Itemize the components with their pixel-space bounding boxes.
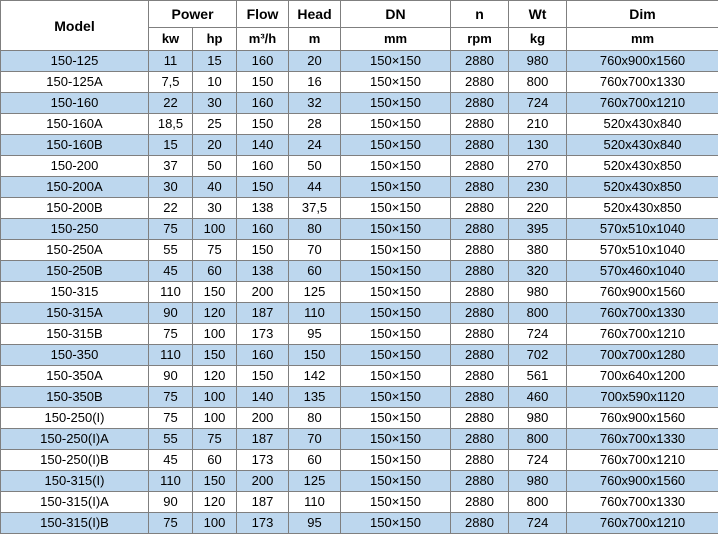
cell-flow: 200: [237, 408, 289, 429]
unit-header-wt: kg: [509, 28, 567, 51]
column-header-power: Power: [149, 1, 237, 28]
cell-kw: 90: [149, 492, 193, 513]
cell-hp: 100: [193, 324, 237, 345]
table-row: [1, 114, 718, 135]
cell-kw: 55: [149, 240, 193, 261]
cell-head: 95: [289, 513, 341, 534]
header-row-main: [1, 1, 718, 28]
cell-model: 150-315A: [1, 303, 149, 324]
cell-wt: 395: [509, 219, 567, 240]
column-header-dn: DN: [341, 1, 451, 28]
cell-kw: 75: [149, 408, 193, 429]
column-header-model: Model: [1, 1, 149, 51]
cell-dim: 760x900x1560: [567, 471, 718, 492]
cell-dn: 150×150: [341, 282, 451, 303]
cell-wt: 724: [509, 93, 567, 114]
cell-head: 110: [289, 492, 341, 513]
cell-wt: 800: [509, 492, 567, 513]
cell-wt: 220: [509, 198, 567, 219]
cell-dim: 760x700x1210: [567, 450, 718, 471]
cell-head: 125: [289, 471, 341, 492]
cell-kw: 55: [149, 429, 193, 450]
cell-hp: 20: [193, 135, 237, 156]
cell-head: 80: [289, 219, 341, 240]
cell-flow: 173: [237, 450, 289, 471]
cell-dn: 150×150: [341, 198, 451, 219]
cell-model: 150-315(I): [1, 471, 149, 492]
cell-flow: 150: [237, 177, 289, 198]
cell-flow: 160: [237, 156, 289, 177]
cell-head: 110: [289, 303, 341, 324]
cell-flow: 187: [237, 429, 289, 450]
cell-hp: 120: [193, 303, 237, 324]
cell-hp: 60: [193, 261, 237, 282]
cell-kw: 11: [149, 51, 193, 72]
cell-kw: 45: [149, 261, 193, 282]
cell-n: 2880: [451, 324, 509, 345]
cell-model: 150-125A: [1, 72, 149, 93]
cell-head: 60: [289, 450, 341, 471]
cell-wt: 980: [509, 408, 567, 429]
cell-n: 2880: [451, 366, 509, 387]
cell-model: 150-160: [1, 93, 149, 114]
cell-flow: 200: [237, 471, 289, 492]
cell-model: 150-200A: [1, 177, 149, 198]
cell-wt: 270: [509, 156, 567, 177]
table-row: [1, 177, 718, 198]
table-row: [1, 135, 718, 156]
cell-flow: 150: [237, 366, 289, 387]
column-header-wt: Wt: [509, 1, 567, 28]
cell-model: 150-125: [1, 51, 149, 72]
cell-model: 150-200: [1, 156, 149, 177]
cell-dim: 570x460x1040: [567, 261, 718, 282]
cell-model: 150-250A: [1, 240, 149, 261]
cell-wt: 320: [509, 261, 567, 282]
cell-dn: 150×150: [341, 51, 451, 72]
cell-hp: 120: [193, 366, 237, 387]
cell-kw: 37: [149, 156, 193, 177]
table-row: [1, 93, 718, 114]
cell-model: 150-315: [1, 282, 149, 303]
cell-n: 2880: [451, 492, 509, 513]
table-row: [1, 408, 718, 429]
cell-model: 150-160A: [1, 114, 149, 135]
cell-dn: 150×150: [341, 240, 451, 261]
cell-model: 150-250: [1, 219, 149, 240]
cell-n: 2880: [451, 93, 509, 114]
cell-dim: 700x700x1280: [567, 345, 718, 366]
cell-wt: 980: [509, 471, 567, 492]
cell-dim: 700x640x1200: [567, 366, 718, 387]
cell-kw: 75: [149, 513, 193, 534]
cell-kw: 22: [149, 93, 193, 114]
cell-kw: 30: [149, 177, 193, 198]
cell-wt: 724: [509, 513, 567, 534]
cell-dn: 150×150: [341, 408, 451, 429]
cell-flow: 160: [237, 51, 289, 72]
cell-n: 2880: [451, 513, 509, 534]
cell-n: 2880: [451, 387, 509, 408]
cell-kw: 45: [149, 450, 193, 471]
cell-dim: 520x430x850: [567, 177, 718, 198]
cell-flow: 138: [237, 198, 289, 219]
table-row: [1, 471, 718, 492]
cell-wt: 702: [509, 345, 567, 366]
cell-kw: 75: [149, 219, 193, 240]
cell-model: 150-250B: [1, 261, 149, 282]
cell-dn: 150×150: [341, 261, 451, 282]
cell-n: 2880: [451, 471, 509, 492]
cell-wt: 230: [509, 177, 567, 198]
table-row: [1, 345, 718, 366]
cell-head: 32: [289, 93, 341, 114]
cell-kw: 90: [149, 366, 193, 387]
cell-hp: 25: [193, 114, 237, 135]
cell-dim: 570x510x1040: [567, 240, 718, 261]
cell-hp: 150: [193, 282, 237, 303]
cell-head: 16: [289, 72, 341, 93]
cell-n: 2880: [451, 72, 509, 93]
table-header: [1, 1, 718, 51]
cell-hp: 150: [193, 471, 237, 492]
cell-flow: 150: [237, 72, 289, 93]
table-row: [1, 429, 718, 450]
cell-hp: 120: [193, 492, 237, 513]
cell-hp: 15: [193, 51, 237, 72]
cell-dn: 150×150: [341, 492, 451, 513]
cell-hp: 30: [193, 93, 237, 114]
unit-header-dn: mm: [341, 28, 451, 51]
cell-n: 2880: [451, 156, 509, 177]
cell-flow: 138: [237, 261, 289, 282]
cell-dim: 760x700x1210: [567, 93, 718, 114]
cell-dn: 150×150: [341, 429, 451, 450]
cell-dim: 520x430x840: [567, 135, 718, 156]
table-row: [1, 366, 718, 387]
table-row: [1, 387, 718, 408]
cell-kw: 7,5: [149, 72, 193, 93]
table-row: [1, 303, 718, 324]
cell-hp: 75: [193, 240, 237, 261]
cell-dn: 150×150: [341, 513, 451, 534]
cell-flow: 150: [237, 240, 289, 261]
cell-wt: 980: [509, 282, 567, 303]
cell-kw: 110: [149, 471, 193, 492]
cell-n: 2880: [451, 345, 509, 366]
table-body: [1, 51, 718, 534]
cell-n: 2880: [451, 135, 509, 156]
cell-dn: 150×150: [341, 345, 451, 366]
cell-dim: 760x700x1330: [567, 429, 718, 450]
cell-dn: 150×150: [341, 156, 451, 177]
cell-model: 150-250(I): [1, 408, 149, 429]
cell-hp: 50: [193, 156, 237, 177]
cell-dn: 150×150: [341, 114, 451, 135]
cell-head: 142: [289, 366, 341, 387]
cell-model: 150-350A: [1, 366, 149, 387]
cell-head: 70: [289, 240, 341, 261]
cell-model: 150-160B: [1, 135, 149, 156]
cell-dn: 150×150: [341, 177, 451, 198]
table-row: [1, 261, 718, 282]
cell-flow: 160: [237, 93, 289, 114]
cell-head: 37,5: [289, 198, 341, 219]
cell-model: 150-250(I)B: [1, 450, 149, 471]
cell-flow: 173: [237, 324, 289, 345]
cell-head: 28: [289, 114, 341, 135]
cell-hp: 100: [193, 219, 237, 240]
cell-head: 150: [289, 345, 341, 366]
cell-head: 24: [289, 135, 341, 156]
cell-dn: 150×150: [341, 72, 451, 93]
cell-head: 125: [289, 282, 341, 303]
cell-dn: 150×150: [341, 135, 451, 156]
column-header-n: n: [451, 1, 509, 28]
table-row: [1, 282, 718, 303]
cell-flow: 173: [237, 513, 289, 534]
cell-dn: 150×150: [341, 450, 451, 471]
table-row: [1, 219, 718, 240]
unit-header-dim: mm: [567, 28, 718, 51]
cell-head: 44: [289, 177, 341, 198]
cell-wt: 380: [509, 240, 567, 261]
cell-wt: 561: [509, 366, 567, 387]
cell-dn: 150×150: [341, 93, 451, 114]
cell-kw: 22: [149, 198, 193, 219]
cell-n: 2880: [451, 408, 509, 429]
cell-n: 2880: [451, 219, 509, 240]
unit-header-head: m: [289, 28, 341, 51]
cell-dn: 150×150: [341, 366, 451, 387]
column-header-dim: Dim: [567, 1, 718, 28]
cell-head: 50: [289, 156, 341, 177]
cell-head: 60: [289, 261, 341, 282]
cell-wt: 460: [509, 387, 567, 408]
cell-hp: 75: [193, 429, 237, 450]
cell-model: 150-350: [1, 345, 149, 366]
cell-dn: 150×150: [341, 471, 451, 492]
cell-hp: 150: [193, 345, 237, 366]
cell-flow: 187: [237, 303, 289, 324]
table-row: [1, 198, 718, 219]
cell-dim: 520x430x850: [567, 198, 718, 219]
cell-hp: 100: [193, 513, 237, 534]
cell-n: 2880: [451, 240, 509, 261]
unit-header-hp: hp: [193, 28, 237, 51]
cell-dn: 150×150: [341, 303, 451, 324]
column-header-flow: Flow: [237, 1, 289, 28]
cell-n: 2880: [451, 450, 509, 471]
cell-model: 150-250(I)A: [1, 429, 149, 450]
table-row: [1, 72, 718, 93]
cell-hp: 100: [193, 387, 237, 408]
cell-kw: 18,5: [149, 114, 193, 135]
cell-head: 20: [289, 51, 341, 72]
cell-flow: 140: [237, 387, 289, 408]
cell-flow: 140: [237, 135, 289, 156]
table-row: [1, 51, 718, 72]
unit-header-flow: m³/h: [237, 28, 289, 51]
cell-dim: 570x510x1040: [567, 219, 718, 240]
cell-dn: 150×150: [341, 387, 451, 408]
cell-kw: 90: [149, 303, 193, 324]
cell-wt: 210: [509, 114, 567, 135]
cell-hp: 60: [193, 450, 237, 471]
cell-dim: 520x430x850: [567, 156, 718, 177]
cell-dim: 760x900x1560: [567, 51, 718, 72]
cell-n: 2880: [451, 114, 509, 135]
column-header-head: Head: [289, 1, 341, 28]
cell-model: 150-200B: [1, 198, 149, 219]
unit-header-n: rpm: [451, 28, 509, 51]
cell-dim: 760x900x1560: [567, 282, 718, 303]
cell-head: 95: [289, 324, 341, 345]
cell-flow: 160: [237, 345, 289, 366]
cell-dn: 150×150: [341, 219, 451, 240]
unit-header-kw: kw: [149, 28, 193, 51]
cell-wt: 800: [509, 303, 567, 324]
cell-kw: 15: [149, 135, 193, 156]
cell-wt: 130: [509, 135, 567, 156]
cell-dim: 760x700x1330: [567, 492, 718, 513]
cell-wt: 724: [509, 450, 567, 471]
cell-dim: 760x900x1560: [567, 408, 718, 429]
cell-hp: 30: [193, 198, 237, 219]
cell-dn: 150×150: [341, 324, 451, 345]
cell-n: 2880: [451, 51, 509, 72]
table-row: [1, 492, 718, 513]
cell-n: 2880: [451, 303, 509, 324]
cell-wt: 724: [509, 324, 567, 345]
table-row: [1, 156, 718, 177]
cell-dim: 760x700x1210: [567, 513, 718, 534]
cell-hp: 10: [193, 72, 237, 93]
cell-dim: 760x700x1330: [567, 72, 718, 93]
cell-model: 150-350B: [1, 387, 149, 408]
cell-flow: 200: [237, 282, 289, 303]
cell-n: 2880: [451, 429, 509, 450]
cell-wt: 800: [509, 429, 567, 450]
table-row: [1, 324, 718, 345]
cell-dim: 700x590x1120: [567, 387, 718, 408]
cell-n: 2880: [451, 261, 509, 282]
cell-dim: 760x700x1330: [567, 303, 718, 324]
cell-flow: 150: [237, 114, 289, 135]
cell-dim: 760x700x1210: [567, 324, 718, 345]
table-row: [1, 513, 718, 534]
cell-head: 80: [289, 408, 341, 429]
cell-hp: 100: [193, 408, 237, 429]
cell-kw: 75: [149, 387, 193, 408]
cell-n: 2880: [451, 177, 509, 198]
cell-dim: 520x430x840: [567, 114, 718, 135]
cell-n: 2880: [451, 198, 509, 219]
cell-flow: 187: [237, 492, 289, 513]
cell-hp: 40: [193, 177, 237, 198]
cell-flow: 160: [237, 219, 289, 240]
table-row: [1, 240, 718, 261]
cell-head: 135: [289, 387, 341, 408]
cell-kw: 110: [149, 282, 193, 303]
cell-kw: 75: [149, 324, 193, 345]
cell-head: 70: [289, 429, 341, 450]
cell-model: 150-315(I)A: [1, 492, 149, 513]
cell-n: 2880: [451, 282, 509, 303]
table-row: [1, 450, 718, 471]
cell-wt: 800: [509, 72, 567, 93]
cell-model: 150-315B: [1, 324, 149, 345]
cell-kw: 110: [149, 345, 193, 366]
cell-model: 150-315(I)B: [1, 513, 149, 534]
cell-wt: 980: [509, 51, 567, 72]
